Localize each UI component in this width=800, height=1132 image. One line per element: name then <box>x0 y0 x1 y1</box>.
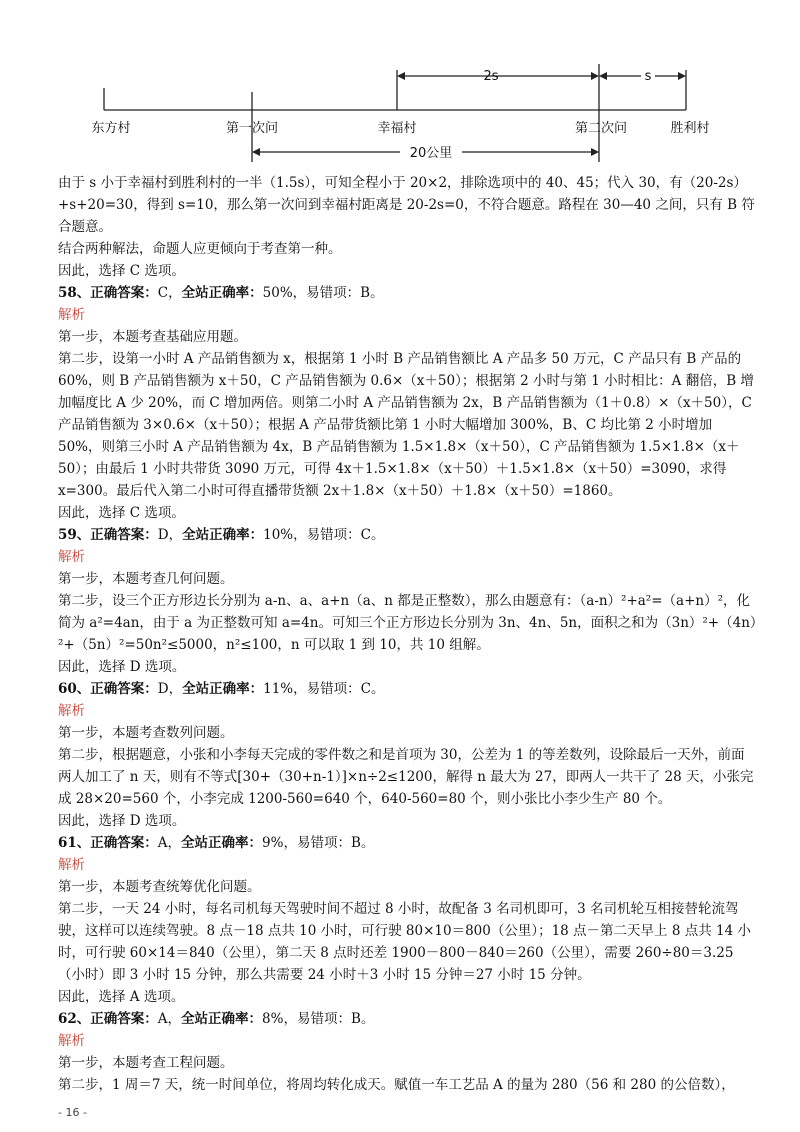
arrowhead-left <box>252 148 260 156</box>
answer-heading: 60、正确答案： <box>58 681 158 697</box>
accuracy-heading: 全站正确率： <box>181 1011 263 1027</box>
answer-explanations <box>58 172 758 1096</box>
answer-heading: 59、正确答案： <box>58 527 158 543</box>
paragraph: 第二步，设第一小时 A 产品销售额为 x，根据第 1 小时 B 产品销售额比 A 产品多 50 万元，C 产品只有 B 产品的 60%，则 B 产品销售额为 x＋50，C 产品销售额为 0.6×（x＋50）；根据第 2 小时与第 1 小时相比：A 翻倍，B 增加幅度比 A 少 20%，而 C 增加两倍。则第二小时 A 产品销售额为 2x，B 产品销售额为（1＋0.8）×（x＋50），C 产品销售额为 3×0.6×（x＋50）；根据 A 产品带货额比第 1 小时大幅增加 300%，B、C 均比第 2 小时增加 50%，则第三小时 A 产品销售额为 4x，B 产品销售额为 1.5×1.8×（x＋50），C 产品销售额为 1.5×1.8×（x＋50）；由最后 1 小时共带货 3090 万元，可得 4x＋1.5×1.8×（x＋50）＋1.5×1.8×（x＋50）=3090，求得 x=300。最后代入第二小时可得直播带货额 2x＋1.8×（x＋50）＋1.8×（x＋50）=1860。 <box>58 351 754 499</box>
label-s: s <box>644 69 652 84</box>
answer-line <box>58 678 758 700</box>
label-20km: 20公里 <box>409 146 453 161</box>
page-number: - 16 - <box>58 1106 87 1119</box>
accuracy-value: 8%，易错项：B。 <box>262 1011 375 1027</box>
paragraph: 第一步，本题考查数列问题。 <box>58 725 234 741</box>
answer-choice: D， <box>157 681 183 697</box>
answer-heading: 61、正确答案： <box>58 835 158 851</box>
paragraph: 因此，选择 D 选项。 <box>58 813 186 829</box>
paragraph: 第二步，根据题意，小张和小李每天完成的零件数之和是首项为 30，公差为 1 的等差数列，设除最后一天外，前面两人加工了 n 天，则有不等式[30+（30+n-1）]×n÷2≤1200，解得 n 最大为 27，即两人一共干了 28 天，小张完成 28×20=560 个，小李完成 1200-560=640 个，640-560=80 个，则小张比小李少生产 80 个。 <box>58 747 754 807</box>
answer-heading: 58、正确答案： <box>58 285 158 301</box>
answer-line <box>58 282 758 304</box>
paragraph: 因此，选择 D 选项。 <box>58 659 186 675</box>
label-shengli: 胜利村 <box>670 121 710 136</box>
accuracy-value: 50%，易错项：B。 <box>262 285 384 301</box>
answer-choice: A， <box>157 835 182 851</box>
label-dongfang: 东方村 <box>91 121 131 136</box>
analysis-heading: 解析 <box>58 1033 85 1049</box>
paragraph: 第二步，设三个正方形边长分别为 a-n、a、a+n（a、n 都是正整数），那么由题意有：（a-n）²+a²=（a+n）²，化简为 a²=4an，由于 a 为正整数可知 a=4n。可知三个正方形边长分别为 3n、4n、5n，面积之和为（3n）²+（4n）²+（5n）²=50n²≤5000，n²≤100，n 可以取 1 到 10，共 10 组解。 <box>58 593 757 653</box>
analysis-heading: 解析 <box>58 703 85 719</box>
paragraph: 第二步，一天 24 小时，每名司机每天驾驶时间不超过 8 小时，故配备 3 名司机即可，3 名司机轮互相接替轮流驾驶，这样可以连续驾驶。8 点－18 点共 10 小时，可行驶 80×10＝800（公里）；18 点－第二天早上 8 点共 14 小时，可行驶 60×14＝840（公里），第二天 8 点时还差 1900－800－840＝260（公里），需要 260÷80＝3.25（小时）即 3 小时 15 分钟，那么共需要 24 小时＋3 小时 15 分钟＝27 小时 15 分钟。 <box>58 901 751 983</box>
analysis-heading: 解析 <box>58 549 85 565</box>
analysis-heading: 解析 <box>58 857 85 873</box>
arrowhead-right <box>591 148 599 156</box>
accuracy-heading: 全站正确率： <box>182 527 264 543</box>
paragraph: 因此，选择 A 选项。 <box>58 989 185 1005</box>
answer-choice: A， <box>157 1011 182 1027</box>
arrowhead-left <box>599 72 607 80</box>
paragraph: 第一步，本题考查几何问题。 <box>58 571 234 587</box>
label-xingfu: 幸福村 <box>377 121 417 136</box>
analysis-heading: 解析 <box>58 307 85 323</box>
accuracy-heading: 全站正确率： <box>182 681 264 697</box>
label-second-ask: 第二次问 <box>574 121 628 136</box>
paragraph: 结合两种解法，命题人应更倾向于考查第一种。 <box>58 241 342 257</box>
answer-line <box>58 1008 758 1030</box>
label-2s: 2s <box>483 69 499 84</box>
answer-choice: D， <box>157 527 183 543</box>
accuracy-value: 9%，易错项：B。 <box>262 835 375 851</box>
paragraph: 由于 s 小于幸福村到胜利村的一半（1.5s），可知全程小于 20×2，排除选项中的 40、45；代入 30，有（20-2s）+s+20=30，得到 s=10，那么第一次问到幸福村距离是 20-2s=0，不符合题意。路程在 30—40 之间，只有 B 符合题意。 <box>58 175 755 235</box>
paragraph: 第一步，本题考查统筹优化问题。 <box>58 879 261 895</box>
answer-line <box>58 832 758 854</box>
label-first-ask: 第一次问 <box>225 121 279 136</box>
paragraph: 第一步，本题考查工程问题。 <box>58 1055 234 1071</box>
paragraph: 第二步，1 周＝7 天，统一时间单位，将周均转化成天。赋值一车工艺品 A 的量为 280（56 和 280 的公倍数）， <box>58 1077 735 1093</box>
paragraph: 因此，选择 C 选项。 <box>58 505 185 521</box>
accuracy-heading: 全站正确率： <box>181 285 263 301</box>
answer-line <box>58 524 758 546</box>
arrowhead-left <box>397 72 405 80</box>
accuracy-value: 11%，易错项：C。 <box>263 681 385 697</box>
answer-heading: 62、正确答案： <box>58 1011 158 1027</box>
answer-choice: C， <box>157 285 182 301</box>
arrowhead-right <box>591 72 599 80</box>
arrowhead-right <box>678 72 686 80</box>
route-diagram <box>0 0 800 170</box>
accuracy-heading: 全站正确率： <box>181 835 263 851</box>
paragraph: 因此，选择 C 选项。 <box>58 263 185 279</box>
accuracy-value: 10%，易错项：C。 <box>263 527 385 543</box>
paragraph: 第一步，本题考查基础应用题。 <box>58 329 247 345</box>
